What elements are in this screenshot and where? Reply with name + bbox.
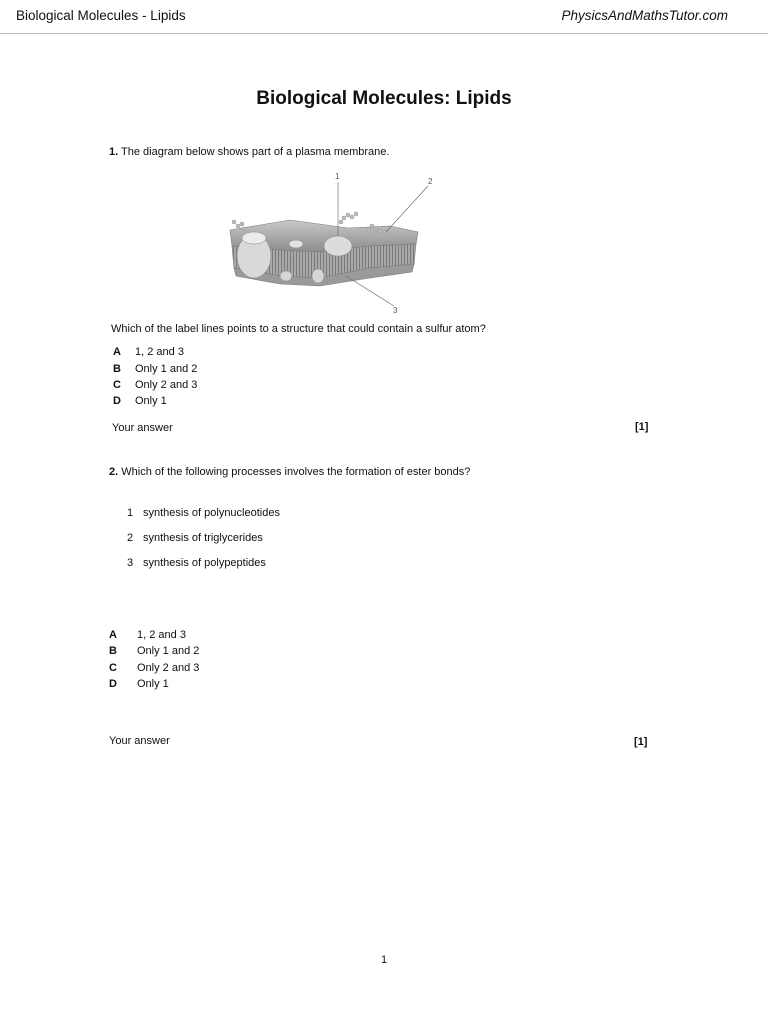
integral-protein (312, 269, 324, 283)
label-1: 1 (335, 172, 340, 181)
plasma-membrane-diagram (220, 168, 440, 318)
label-3: 3 (393, 306, 398, 315)
question-2-option-c[interactable]: C Only 2 and 3 (109, 662, 200, 674)
question-2-answer-label[interactable]: Your answer (109, 735, 170, 747)
question-1-prompt (109, 146, 389, 158)
question-1-option-a[interactable]: A 1, 2 and 3 (113, 346, 184, 358)
question-1-option-b[interactable]: B Only 1 and 2 (113, 363, 198, 375)
question-2-statement-3: 3 synthesis of polypeptides (127, 557, 266, 569)
question-1-option-c[interactable]: C Only 2 and 3 (113, 379, 198, 391)
question-2-text: Which of the following processes involves the formation of ester bonds? (121, 466, 471, 478)
page-title: Biological Molecules: Lipids (256, 88, 512, 109)
question-1-stem: Which of the label lines points to a structure that could contain a sulfur atom? (111, 323, 486, 335)
question-2-mark: [1] (634, 736, 648, 748)
header-divider (0, 33, 768, 34)
question-2-prompt (109, 466, 470, 478)
question-1-mark: [1] (635, 421, 649, 433)
label-2: 2 (428, 177, 433, 186)
label-line-3 (346, 276, 394, 306)
question-2-option-d[interactable]: D Only 1 (109, 678, 169, 690)
peripheral-protein (324, 236, 352, 256)
question-2-statement-1: 1 synthesis of polynucleotides (127, 507, 280, 519)
question-1-answer-label[interactable]: Your answer (112, 422, 173, 434)
question-2-statement-2: 2 synthesis of triglycerides (127, 532, 263, 544)
question-2-option-b[interactable]: B Only 1 and 2 (109, 645, 200, 657)
site-name: PhysicsAndMathsTutor.com (561, 8, 728, 23)
question-1-number: 1. (109, 146, 119, 158)
page-number: 1 (380, 954, 388, 966)
question-1-option-d[interactable]: D Only 1 (113, 395, 167, 407)
question-1-text: The diagram below shows part of a plasma membrane. (121, 146, 390, 158)
question-2-option-a[interactable]: A 1, 2 and 3 (109, 629, 186, 641)
document-header-title: Biological Molecules - Lipids (16, 8, 186, 23)
question-2-number: 2. (109, 466, 119, 478)
label-line-2 (386, 186, 428, 232)
